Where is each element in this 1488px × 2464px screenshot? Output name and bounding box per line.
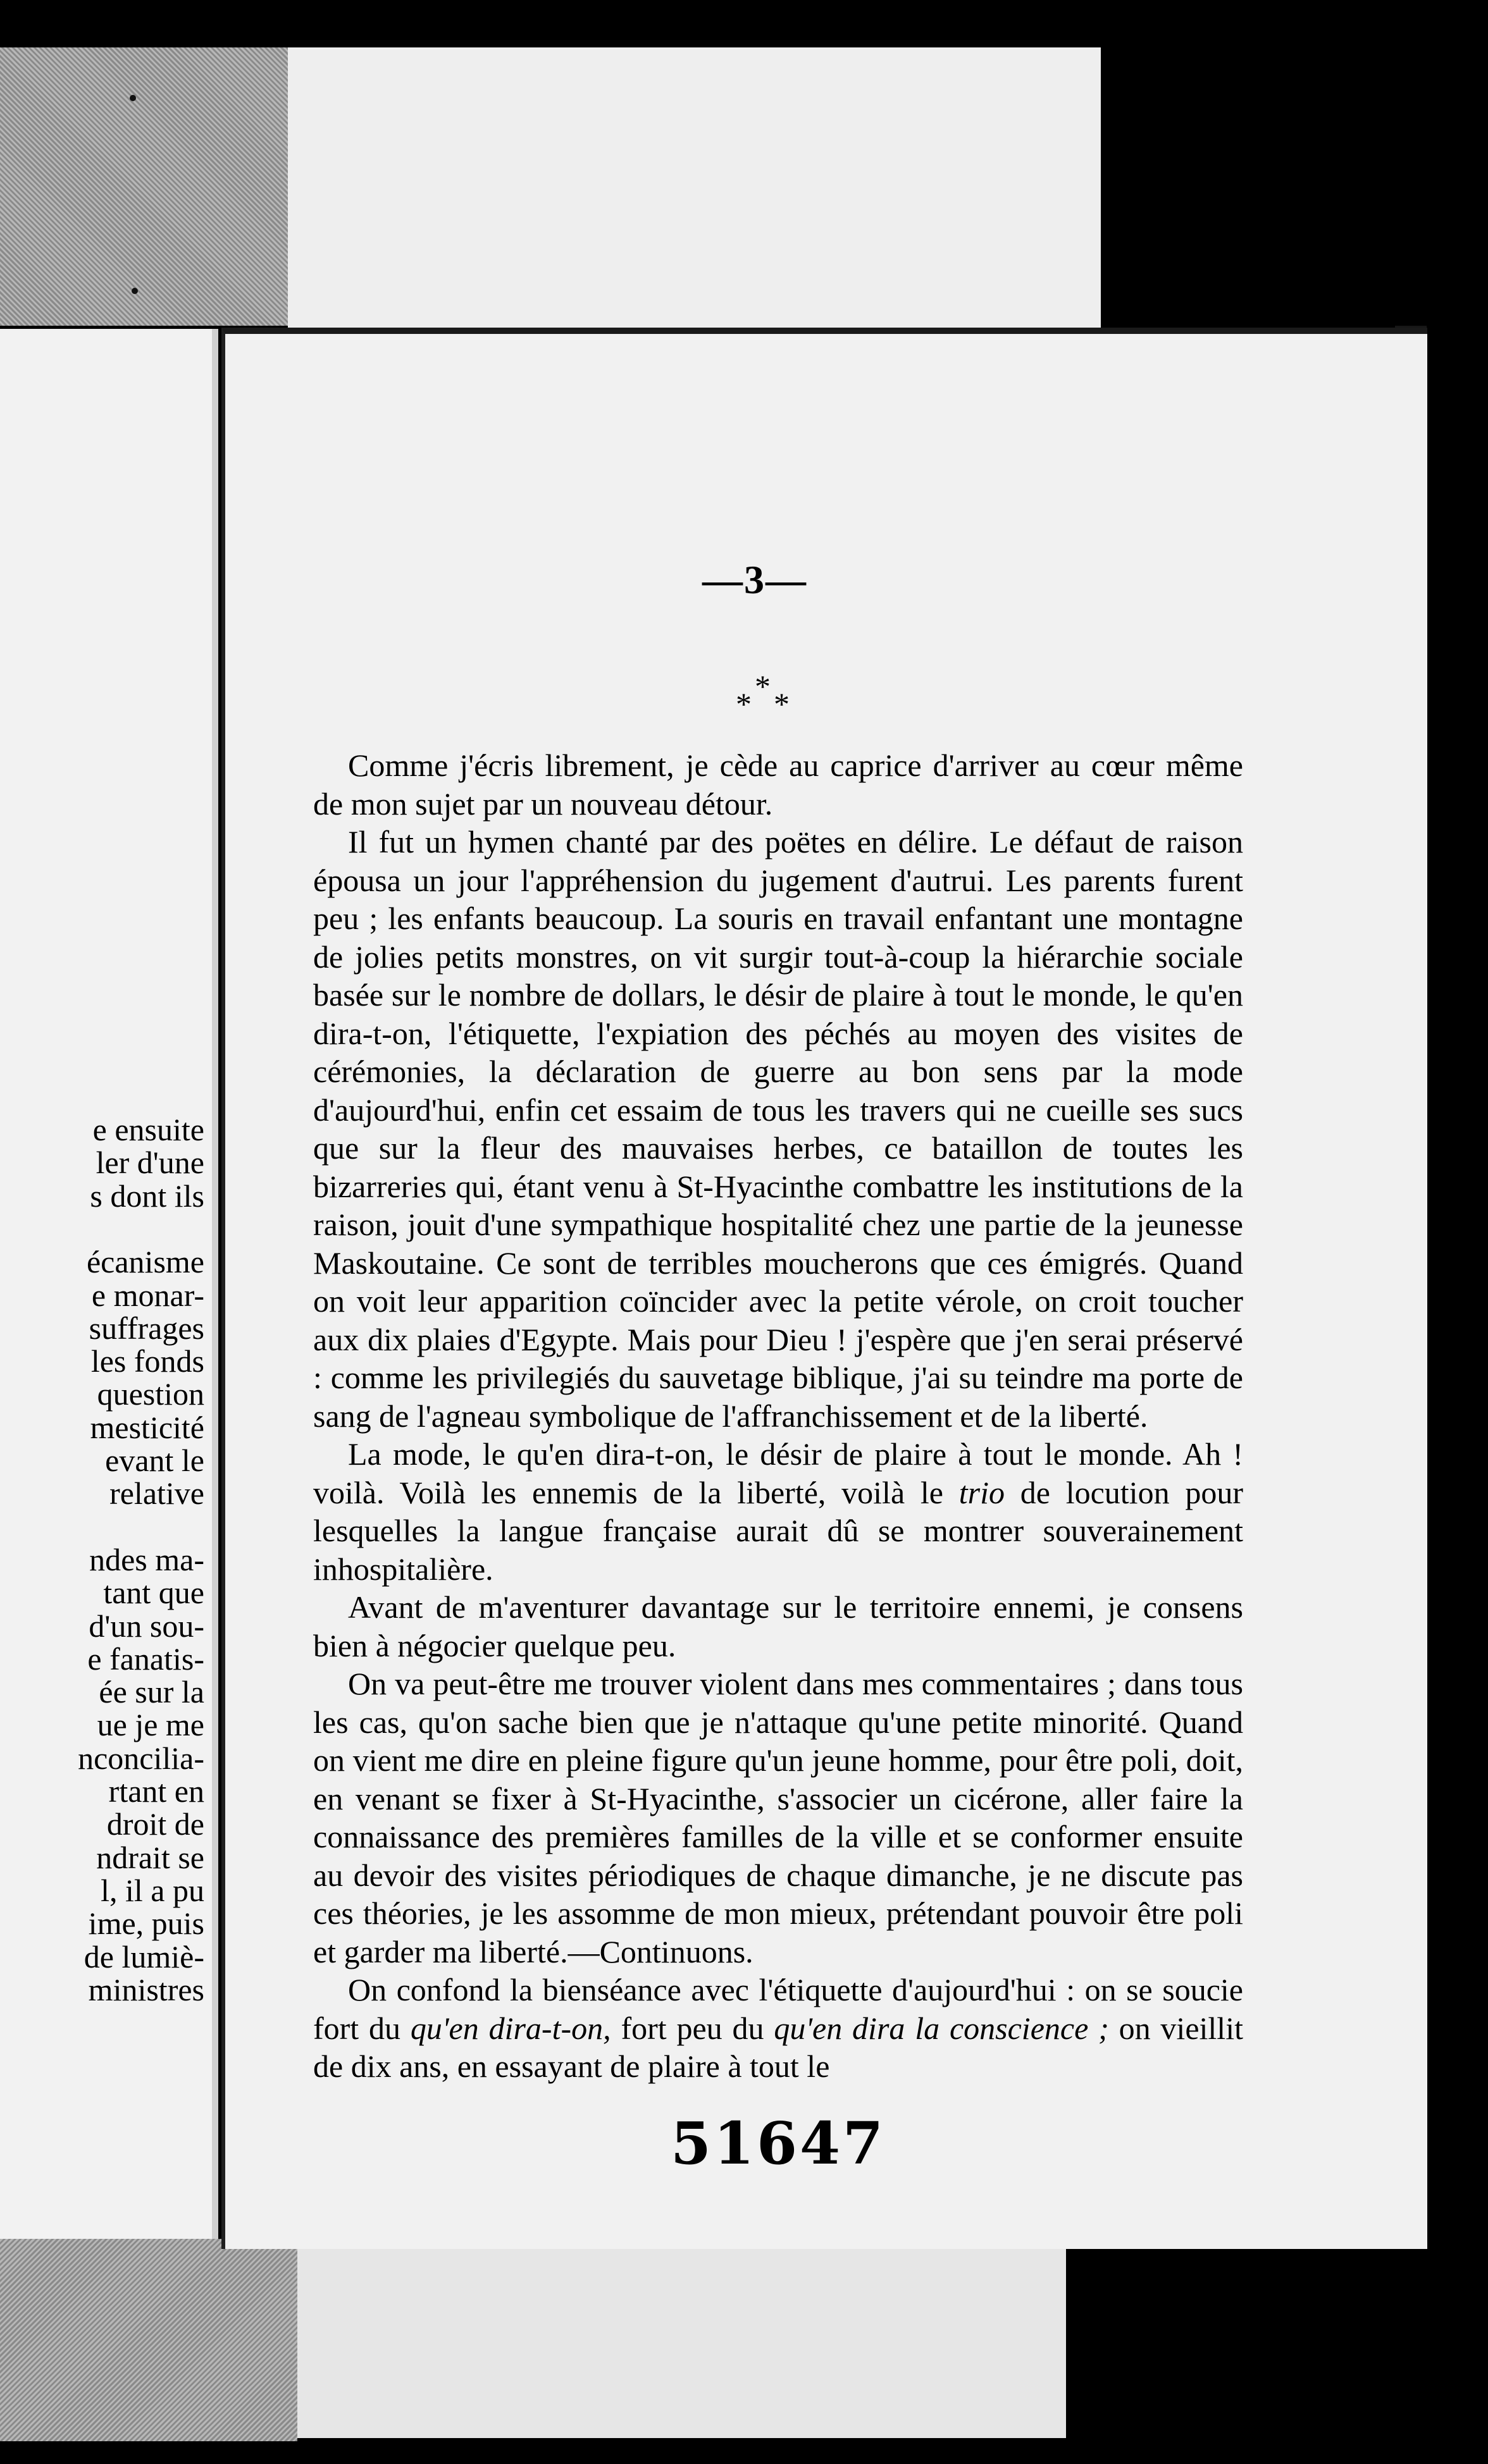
left-page-line: ime, puis bbox=[88, 1906, 204, 1942]
left-page-line: nconcilia- bbox=[78, 1740, 204, 1776]
left-page-line: ndrait se bbox=[96, 1839, 204, 1875]
cloth-binding-bottom bbox=[0, 2239, 297, 2441]
dust-speck bbox=[130, 95, 136, 101]
paragraph bbox=[313, 1971, 1243, 2086]
italic-text: qu'en dira-t-on, bbox=[410, 2010, 611, 2046]
left-page-line: ue je me bbox=[97, 1707, 204, 1743]
left-page-line: question bbox=[97, 1376, 204, 1412]
text-run: fort peu du bbox=[611, 2010, 774, 2046]
italic-text: trio bbox=[958, 1474, 1005, 1510]
left-page-line: relative bbox=[109, 1475, 204, 1512]
left-page-line: s dont ils bbox=[90, 1178, 204, 1214]
left-page-line: evant le bbox=[105, 1443, 204, 1478]
text-run: On confond la bienséance avec l'étiquette d'aujourd'hui : on se soucie fort du bbox=[313, 1972, 1243, 2046]
asterism-star: * bbox=[736, 686, 752, 722]
background-sheet-bottom bbox=[297, 2239, 1066, 2438]
left-page-line: e monar- bbox=[91, 1277, 204, 1313]
left-page-line: l, il a pu bbox=[101, 1872, 204, 1908]
left-page-line: e fanatis- bbox=[87, 1641, 204, 1677]
paragraph: Comme j'écris librement, je cède au caprice d'arriver au cœur même de mon sujet par un nouveau détour. bbox=[313, 748, 1243, 822]
left-page-line: ler d'une bbox=[96, 1145, 204, 1181]
paragraph: On va peut-être me trouver violent dans mes commentaires ; dans tous les cas, qu'on sache bien que je n'attaque qu'une petite minorité. Quand on vient me dire en pleine figure qu'un jeune homme, pour être poli, doit, en venant se fixer à St-Hyacinthe, s'associer un cicérone, aller faire la connaissance des premières familles de la ville et se conformer ensuite au devoir des visites périodiques de chaque dimanche, je ne discute pas ces théories, je les assomme de mon mieux, prétendant pouvoir être poli et garder ma liberté.—Continuons. bbox=[313, 1666, 1243, 1969]
left-page-line: droit de bbox=[106, 1806, 204, 1842]
background-sheet-top bbox=[288, 47, 1101, 345]
text-run: de locution pour lesquelles la langue française aurait dû se montrer souverainement inhospitalière. bbox=[313, 1474, 1243, 1587]
left-page-line: écanisme bbox=[86, 1244, 204, 1280]
dust-speck bbox=[132, 288, 138, 294]
left-page-line: e ensuite bbox=[92, 1112, 204, 1147]
left-page-line: suffrages bbox=[89, 1310, 204, 1346]
body-text bbox=[313, 746, 1243, 2086]
left-facing-page bbox=[0, 329, 218, 2239]
paragraph: Il fut un hymen chanté par des poëtes en délire. Le défaut de raison épousa un jour l'appréhension du jugement d'autrui. Les parents furent peu ; les enfants beaucoup. La souris en travail enfantant une montagne de jolies petits monstres, on vit surgir tout-à-coup la hiérarchie sociale basée sur le nombre de dollars, le désir de plaire à tout le monde, le qu'en dira-t-on, l'étiquette, l'expiation des péchés au moyen des visites de cérémonies, la déclaration de guerre au bon sens par la mode d'aujourd'hui, enfin cet essaim de tous les travers qui ne cueille ses sucs que sur la fleur des mauvaises herbes, ce bataillon de toutes les bizarreries qui, étant venu à St-Hyacinthe combattre les institutions de la raison, jouit d'une sympathique hospitalité chez une partie de la jeunesse Maskoutaine. Ce sont de terribles moucherons que ces émigrés. Quand on voit leur apparition coïncider avec la petite vérole, on croit toucher aux dix plaies d'Egypte. Mais pour Dieu ! j'espère que j'en serai préservé : comme les privilegiés du sauvetage biblique, j'ai su teindre ma porte de sang de l'agneau symbolique de l'affranchissement et de la liberté. bbox=[313, 824, 1243, 1434]
left-page-line: de lumiè- bbox=[84, 1938, 204, 1974]
left-page-line: ministres bbox=[88, 1971, 204, 2007]
asterism-ornament bbox=[724, 670, 800, 721]
left-page-line: les fonds bbox=[90, 1343, 204, 1379]
paragraph bbox=[313, 1435, 1243, 1588]
left-page-line: ée sur la bbox=[99, 1674, 204, 1710]
asterism-star: * bbox=[755, 668, 771, 704]
asterism-star: * bbox=[774, 686, 790, 722]
left-page-line: d'un sou- bbox=[89, 1608, 204, 1644]
left-page-line: mesticité bbox=[90, 1409, 204, 1445]
paragraph: Avant de m'aventurer davantage sur le territoire ennemi, je consens bien à négocier quelque peu. bbox=[313, 1589, 1243, 1663]
text-run: La mode, le qu'en dira-t-on, le désir de plaire à tout le monde. Ah ! voilà. Voilà les ennemis de la liberté, voilà le bbox=[313, 1436, 1243, 1510]
catalog-number: 51647 bbox=[671, 2109, 886, 2178]
left-page-line: ndes ma- bbox=[89, 1541, 204, 1577]
page-number: —3— bbox=[702, 557, 807, 602]
text-run: on vieillit de dix ans, en essayant de plaire à tout le bbox=[313, 2010, 1243, 2084]
left-page-line: rtant en bbox=[108, 1773, 204, 1809]
italic-text: qu'en dira la conscience ; bbox=[774, 2010, 1109, 2046]
left-page-line: tant que bbox=[103, 1575, 204, 1611]
cloth-binding-top bbox=[0, 47, 291, 326]
